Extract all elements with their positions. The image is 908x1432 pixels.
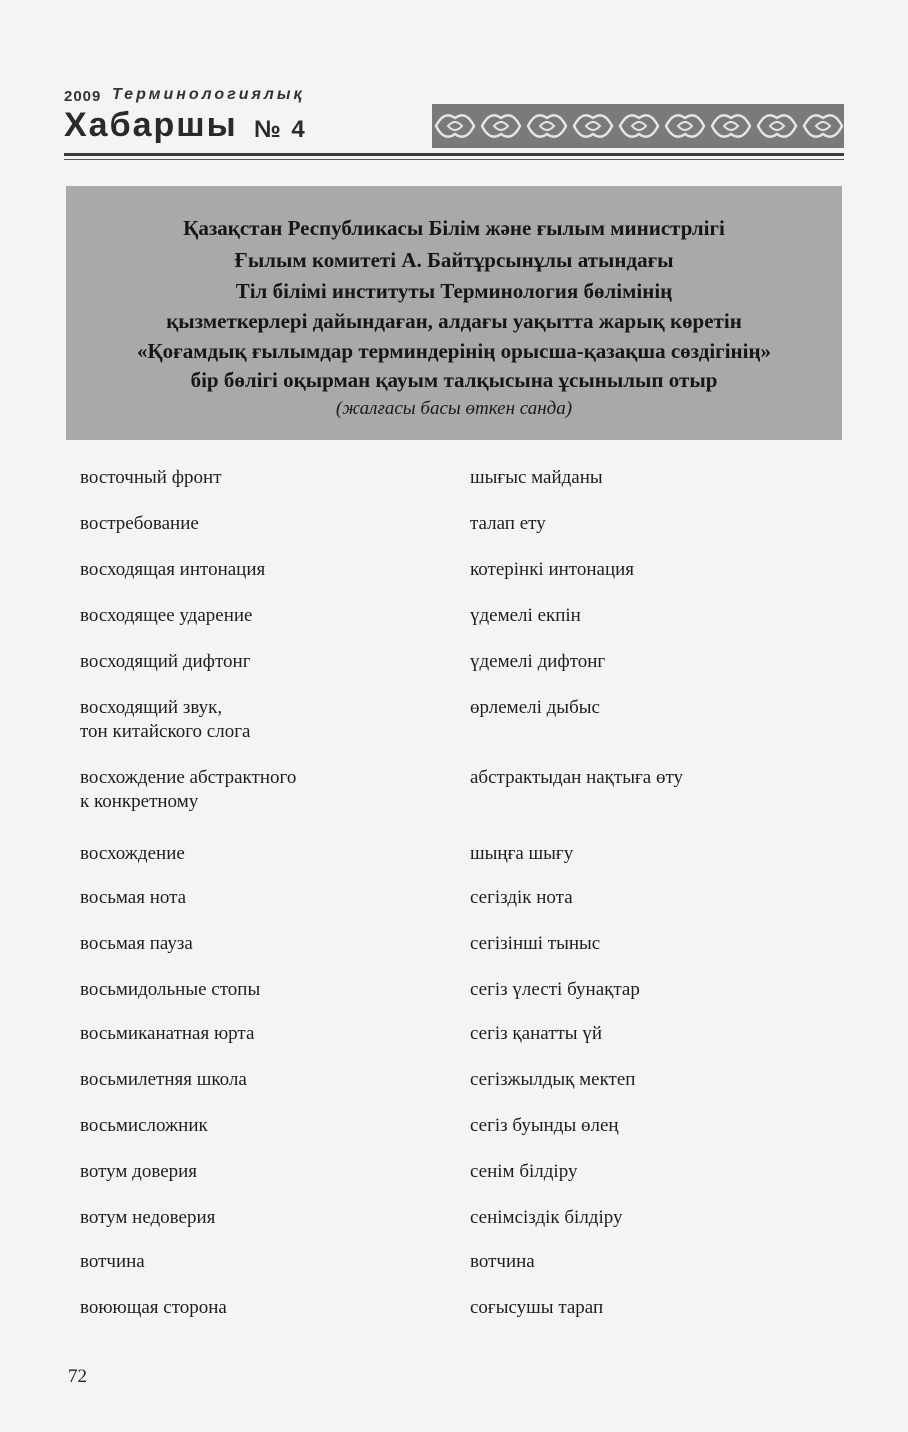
kazakh-term: сегіз буынды өлең (470, 1115, 619, 1136)
russian-term: восьмая пауза (80, 933, 193, 954)
kazakh-term: талап ету (470, 513, 546, 534)
kazakh-term: соғысушы тарап (470, 1297, 604, 1318)
notice-line: «Қоғамдық ғылымдар терминдерінің орысша-қазақша сөздігінің» (136, 339, 772, 363)
kazakh-term: вотчина (470, 1251, 535, 1272)
kazakh-term: сегізжылдық мектеп (470, 1069, 636, 1090)
notice-box (66, 186, 842, 440)
journal-masthead (64, 86, 844, 166)
russian-term: восьмилетняя школа (80, 1069, 247, 1090)
kazakh-term: абстрактыдан нақтыға өту (470, 767, 683, 788)
masthead-title: Хабаршы (64, 106, 238, 144)
russian-term: восходящий звук, тон китайского слога (80, 697, 251, 742)
russian-term: вотум доверия (80, 1161, 198, 1182)
notice-continuation-note: (жалғасы басы өткен санда) (335, 398, 573, 419)
russian-term: восточный фронт (80, 467, 222, 488)
kazakh-term: шығыс майданы (470, 467, 603, 488)
kazakh-term: сегіз қанатты үй (470, 1023, 602, 1044)
russian-term: вотчина (80, 1251, 145, 1272)
notice-line: қызметкерлері дайындаған, алдағы уақытта жарық көретін (166, 309, 742, 333)
masthead-year: 2009 (64, 88, 102, 105)
kazakh-term: котерінкі интонация (470, 559, 635, 580)
ornament-pattern-icon (432, 104, 844, 148)
kazakh-term: сегіз үлесті бунақтар (470, 979, 640, 1000)
russian-term: восхождение (80, 843, 185, 864)
masthead-subtitle: Терминологиялық (112, 86, 305, 103)
russian-term: восходящий дифтонг (80, 651, 251, 672)
kazakh-term: сегіздік нота (470, 887, 573, 908)
masthead-rule-thin (64, 159, 844, 160)
russian-term: восьмисложник (80, 1115, 208, 1136)
kazakh-term: өрлемелі дыбыс (470, 697, 600, 718)
kazakh-term: үдемелі екпін (470, 605, 581, 626)
kazakh-term: сенім білдіру (470, 1161, 578, 1182)
notice-line: бір бөлігі оқырман қауым талқысына ұсынылып отыр (190, 368, 718, 392)
russian-term: востребование (80, 513, 199, 534)
kazakh-term: үдемелі дифтонг (470, 651, 606, 672)
masthead-rule (64, 153, 844, 156)
page-number: 72 (68, 1366, 87, 1387)
notice-line: Қазақстан Республикасы Білім және ғылым министрлігі (183, 216, 725, 240)
russian-term: восьмидольные стопы (80, 979, 261, 1000)
notice-line: Ғылым комитеті А. Байтұрсынұлы атындағы (234, 248, 674, 272)
masthead-issue-number: № 4 (254, 116, 307, 143)
kazakh-term: шыңға шығу (470, 843, 574, 864)
notice-line: Тіл білімі институты Терминология бөлімінің (235, 279, 673, 303)
russian-term: восьмая нота (80, 887, 187, 908)
russian-term: вотум недоверия (80, 1207, 216, 1228)
russian-term: восходящее ударение (80, 605, 253, 626)
russian-term: восхождение абстрактного к конкретному (80, 767, 297, 812)
russian-term: восходящая интонация (80, 559, 266, 580)
russian-term: восьмиканатная юрта (80, 1023, 255, 1044)
kazakh-term: сенімсіздік білдіру (470, 1207, 623, 1228)
russian-term: воюющая сторона (80, 1297, 227, 1318)
ornament-band (432, 104, 844, 148)
kazakh-term: сегізінші тыныс (470, 933, 601, 954)
